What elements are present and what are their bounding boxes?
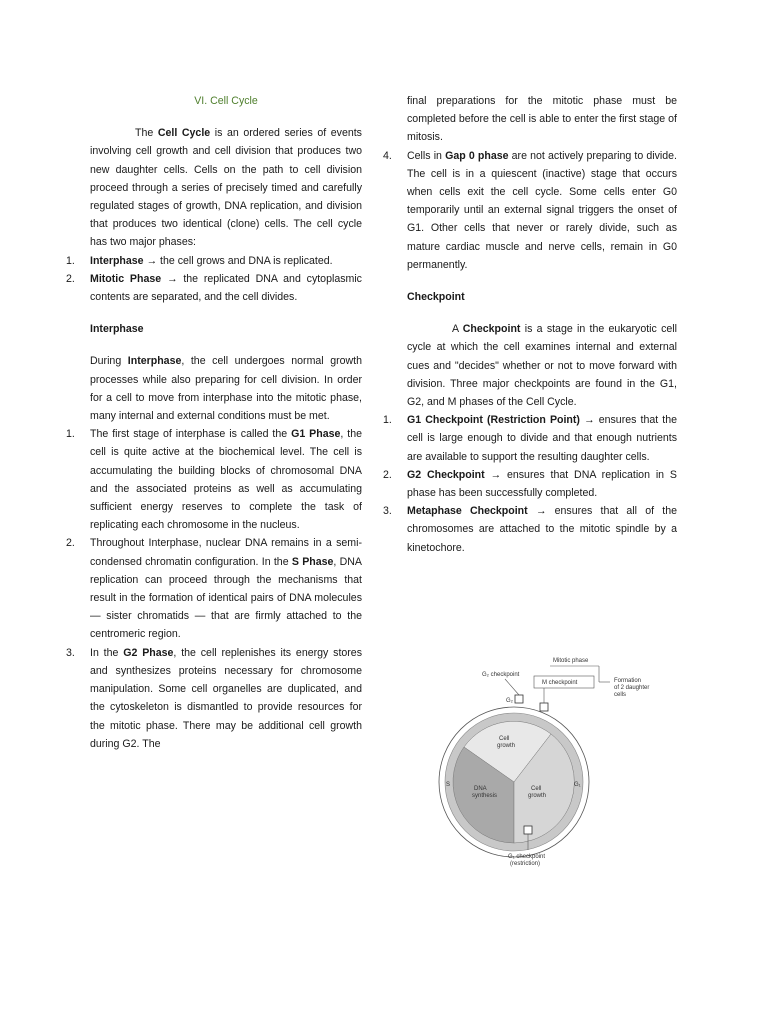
list-pre: In the xyxy=(90,646,124,659)
list-number: 3. xyxy=(66,646,75,659)
list-pre: The first stage of interphase is called the xyxy=(90,428,292,441)
list-number: 4. xyxy=(383,149,392,162)
list-item xyxy=(383,411,677,466)
list-text: → ensures that the cell is large enough to divide and that enough nutrients are available to support the resulting daughter cells. xyxy=(407,414,677,463)
cell-cycle-svg xyxy=(438,652,680,872)
list-text: → the cell grows and DNA is replicated. xyxy=(143,254,333,267)
list-item xyxy=(66,252,362,270)
stages-list-continued xyxy=(383,92,677,274)
list-text: → ensures that DNA replication in S phase has been successfully completed. xyxy=(407,468,677,500)
cell-growth-right-label-2: growth xyxy=(528,793,547,799)
list-text: , DNA replication can proceed through the mechanisms that result in the formation of identical pairs of DNA molecules — sister chromatids — that are firmly attached to the centromeric region. xyxy=(90,555,362,641)
list-pre: Throughout Interphase, nuclear DNA remains in a semi-condensed chromatin configuration. In the xyxy=(90,537,362,568)
list-item xyxy=(66,270,362,306)
interphase-paragraph xyxy=(90,352,362,425)
intro-paragraph xyxy=(90,124,362,251)
intro-term: Cell Cycle xyxy=(157,127,211,140)
dna-synthesis-label-2: synthesis xyxy=(472,793,498,799)
list-term: Mitotic Phase xyxy=(90,272,162,285)
mitotic-phase-label: Mitotic phase xyxy=(553,658,589,664)
g2-checkpoint-box xyxy=(515,695,523,703)
m-checkpoint-label: M checkpoint xyxy=(542,680,578,686)
intro-text: is an ordered series of events involving cell growth and cell division that produces two new daughter cells. Cells on the path to cell division proceed through a series of precisely timed and carefully regulated stages of growth, DNA replication, and division that produces two identical (clone) cells. The cell cycle has two major phases: xyxy=(90,127,362,249)
interphase-term: Interphase xyxy=(127,355,182,368)
list-text: → ensures that all of the chromosomes are attached to the mitotic spindle by a kinetochore. xyxy=(407,505,677,554)
list-pre: Cells in xyxy=(407,149,446,162)
checkpoint-text: is a stage in the eukaryotic cell cycle at which the cell examines internal and external cues and "decides" whether or not to move forward with division. Three major checkpoints are found in the G1, G2, and M phases of the Cell Cycle. xyxy=(407,323,677,409)
list-term: G2 Checkpoint xyxy=(407,468,485,481)
checkpoint-term: Checkpoint xyxy=(462,323,521,336)
dna-synthesis-label-1: DNA xyxy=(474,786,487,792)
left-column xyxy=(66,92,362,753)
g2-label: G₂ xyxy=(506,698,513,704)
list-item xyxy=(66,644,362,753)
list-number: 1. xyxy=(66,428,75,441)
list-number: 3. xyxy=(383,505,392,518)
cell-cycle-diagram xyxy=(438,652,680,872)
formation-label-3: cells xyxy=(614,692,627,698)
m-checkpoint-box xyxy=(540,703,548,711)
list-item xyxy=(383,466,677,502)
list-item xyxy=(66,425,362,534)
checkpoints-list xyxy=(383,411,677,557)
g2-leader xyxy=(505,679,519,695)
list-item-continued: final preparations for the mitotic phase must be completed before the cell is able to enter the first stage of mitosis. xyxy=(407,95,677,144)
stages-list xyxy=(66,425,362,753)
list-term: G2 Phase xyxy=(123,646,174,659)
cell-growth-top-label-2: growth xyxy=(497,743,516,749)
s-label: S xyxy=(446,782,451,788)
list-term: G1 Checkpoint (Restriction Point) xyxy=(407,414,580,427)
checkpoint-heading: Checkpoint xyxy=(407,291,465,304)
interphase-pre: During xyxy=(90,355,128,368)
g1-label: G₁ xyxy=(574,782,581,788)
cell-growth-top-label-1: Cell xyxy=(499,736,510,742)
list-term: G1 Phase xyxy=(291,428,341,441)
list-text: , the cell is quite active at the biochemical level. The cell is accumulating the building blocks of chromosomal DNA and the associated proteins as well as accumulating sufficient energy reserves to complete the task of replicating each chromosome in the nucleus. xyxy=(90,428,362,532)
interphase-text: , the cell undergoes normal growth processes while also preparing for cell division. In order for a cell to move from interphase into the mitotic phase, many internal and external conditions must be met. xyxy=(90,355,362,423)
cell-growth-right-label-1: Cell xyxy=(531,786,542,792)
right-column xyxy=(383,92,677,557)
list-term: Gap 0 phase xyxy=(445,149,509,162)
checkpoint-pre: A xyxy=(452,323,463,336)
list-text: → the replicated DNA and cytoplasmic contents are separated, and the cell divides. xyxy=(90,272,362,304)
list-item xyxy=(383,147,677,274)
phases-list xyxy=(66,252,362,307)
list-item xyxy=(66,534,362,643)
g2-checkpoint-label: G₂ checkpoint xyxy=(482,672,520,678)
list-text: are not actively preparing to divide. The cell is in a quiescent (inactive) stage that occurs when cells exit the cell cycle. Some cells enter G0 temporarily until an external signal triggers the onset of G1. Other cells that never or rarely divide, such as mature cardiac muscle and nerve cells, remain in G0 permanently. xyxy=(407,149,677,271)
section-title: VI. Cell Cycle xyxy=(194,95,258,107)
g1-checkpoint-box xyxy=(524,826,532,834)
list-number: 1. xyxy=(383,414,392,427)
g1-checkpoint-label-2: (restriction) xyxy=(510,861,541,867)
list-term: Interphase xyxy=(90,254,144,267)
list-number: 1. xyxy=(66,254,75,267)
list-term: S Phase xyxy=(291,555,334,568)
formation-label-1: Formation xyxy=(614,678,642,684)
interphase-heading: Interphase xyxy=(90,323,144,336)
g1-checkpoint-label-1: G₁ checkpoint xyxy=(508,854,546,860)
list-number: 2. xyxy=(383,468,392,481)
formation-label-2: of 2 daughter xyxy=(614,685,650,691)
list-term: Metaphase Checkpoint xyxy=(407,505,528,518)
checkpoint-paragraph xyxy=(407,320,677,411)
list-item xyxy=(383,502,677,557)
list-number: 2. xyxy=(66,537,75,550)
intro-pre: The xyxy=(135,127,158,140)
list-number: 2. xyxy=(66,272,75,285)
list-text: , the cell replenishes its energy stores and synthesizes proteins necessary for chromosome manipulation. Some cell organelles are duplicated, and the cytoskeleton is dismantled to provide resources for the mitotic phase. There may be additional cell growth during G2. The xyxy=(90,646,362,750)
